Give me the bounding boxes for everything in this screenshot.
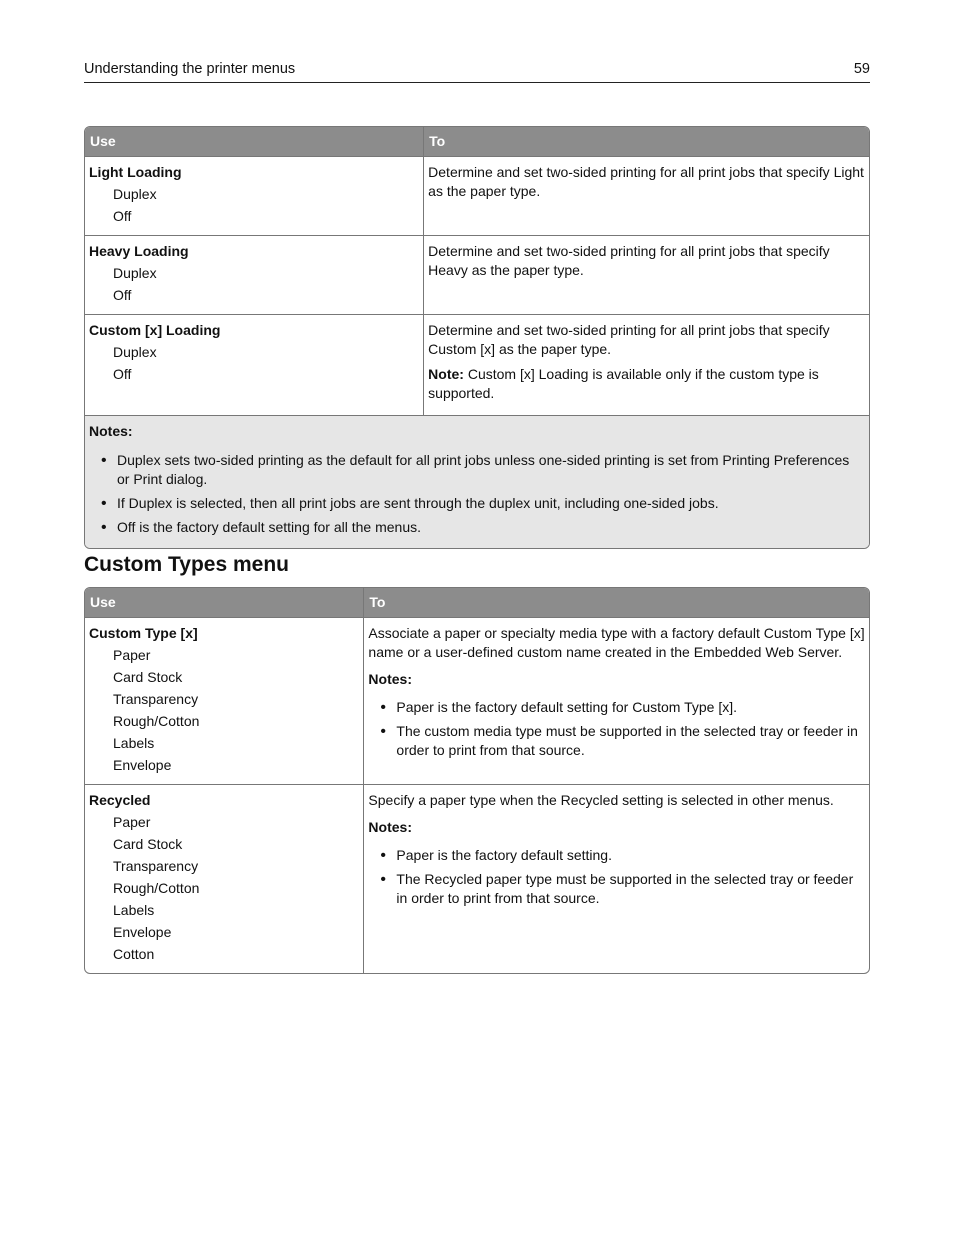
option-value: Card Stock <box>113 669 183 685</box>
option-value: Off <box>113 208 132 224</box>
description-text: Determine and set two-sided printing for all print jobs that specify Custom [x] as the paper type. <box>428 322 830 357</box>
description-cell <box>424 235 869 314</box>
note-body: Custom [x] Loading is available only if the custom type is supported. <box>428 366 819 401</box>
description-text: Determine and set two-sided printing for all print jobs that specify Heavy as the paper type. <box>428 243 830 278</box>
option-name: Recycled <box>89 792 151 808</box>
table-header-row <box>85 588 869 617</box>
option-cell <box>85 235 424 314</box>
list-item: • The Recycled paper type must be supported in the selected tray or feeder in order to print from that source. <box>368 870 865 908</box>
option-cell <box>85 617 364 784</box>
option-name: Light Loading <box>89 164 182 180</box>
description-cell <box>424 314 869 415</box>
table-row <box>85 617 869 784</box>
option-value: Duplex <box>113 186 157 202</box>
loading-menu-table <box>84 126 870 549</box>
running-header-title: Understanding the printer menus <box>84 61 296 77</box>
notes-list <box>368 846 865 908</box>
option-value: Labels <box>113 735 155 751</box>
list-item: • If Duplex is selected, then all print jobs are sent through the duplex unit, including one-sided jobs. <box>89 494 865 513</box>
option-cell <box>85 314 424 415</box>
option-name: Heavy Loading <box>89 243 189 259</box>
description-cell <box>364 784 869 973</box>
option-value: Transparency <box>113 858 199 874</box>
list-item: • The custom media type must be supported in the selected tray or feeder in order to print from that source. <box>368 722 865 760</box>
list-item: • Off is the factory default setting for all the menus. <box>89 518 865 537</box>
description-cell <box>424 156 869 235</box>
column-header-use: Use <box>85 127 424 156</box>
table-row <box>85 156 869 235</box>
list-item: • Duplex sets two-sided printing as the default for all print jobs unless one-sided printing is set from Printing Preferences or Print dialog. <box>89 451 865 489</box>
option-value: Envelope <box>113 924 172 940</box>
option-value: Cotton <box>113 946 155 962</box>
table-row <box>85 314 869 415</box>
section-heading: Custom Types menu <box>84 553 289 576</box>
option-value: Off <box>113 287 132 303</box>
table-header-row <box>85 127 869 156</box>
custom-types-table <box>84 587 870 974</box>
option-value: Envelope <box>113 757 172 773</box>
notes-cell <box>85 415 869 548</box>
option-value: Off <box>113 366 132 382</box>
option-value: Card Stock <box>113 836 183 852</box>
table-row <box>85 235 869 314</box>
option-value: Paper <box>113 814 151 830</box>
option-value: Labels <box>113 902 155 918</box>
description-text: Specify a paper type when the Recycled setting is selected in other menus. <box>368 792 834 808</box>
page-number: 59 <box>853 61 870 77</box>
notes-label: Notes: <box>368 671 412 687</box>
note-text <box>428 365 865 403</box>
notes-row <box>85 415 869 548</box>
description-text: Associate a paper or specialty media type with a factory default Custom Type [x] name or a user-defined custom name created in the Embedded Web Server. <box>368 625 865 660</box>
column-header-to: To <box>364 588 869 617</box>
option-name: Custom [x] Loading <box>89 322 221 338</box>
option-value: Duplex <box>113 265 157 281</box>
list-item: • Paper is the factory default setting. <box>368 846 865 865</box>
note-label: Note: <box>428 366 464 382</box>
option-cell <box>85 784 364 973</box>
notes-list <box>89 451 865 537</box>
option-cell <box>85 156 424 235</box>
description-text: Determine and set two-sided printing for all print jobs that specify Light as the paper type. <box>428 164 864 199</box>
option-value: Rough/Cotton <box>113 880 200 896</box>
column-header-to: To <box>424 127 869 156</box>
notes-list <box>368 698 865 760</box>
notes-label: Notes: <box>368 819 412 835</box>
option-value: Rough/Cotton <box>113 713 200 729</box>
option-value: Transparency <box>113 691 199 707</box>
option-value: Duplex <box>113 344 157 360</box>
option-name: Custom Type [x] <box>89 625 198 641</box>
description-cell <box>364 617 869 784</box>
list-item: • Paper is the factory default setting for Custom Type [x]. <box>368 698 865 717</box>
running-header <box>84 60 870 83</box>
table-row <box>85 784 869 973</box>
option-value: Paper <box>113 647 151 663</box>
notes-label: Notes: <box>89 423 133 439</box>
column-header-use: Use <box>85 588 364 617</box>
